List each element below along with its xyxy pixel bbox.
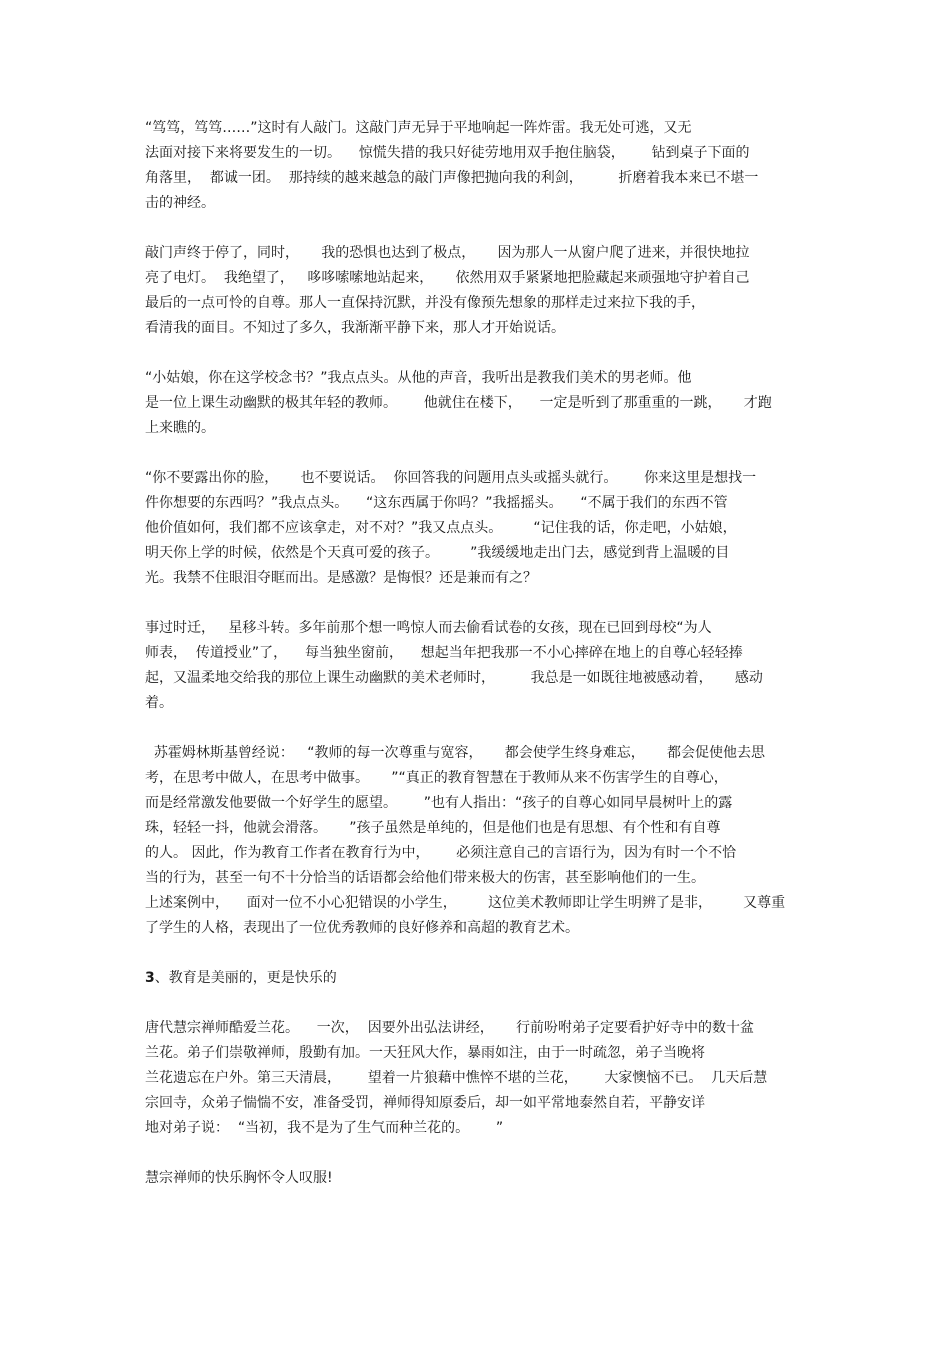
- text-line: 起，又温柔地交给我的那位上课生动幽默的美术老师时， 我总是一如既往地被感动着， 感动: [145, 670, 763, 686]
- text-line: 击的神经。: [145, 195, 215, 211]
- paragraph-years-later: [145, 616, 825, 716]
- text-line: 兰花遗忘在户外。第三天清晨， 望着一片狼藉中憔悴不堪的兰花， 大家懊恼不已。 几天后慧: [145, 1070, 768, 1086]
- text-line: 兰花。弟子们崇敬禅师，殷勤有加。一天狂风大作，暴雨如注，由于一时疏忽，弟子当晚将: [145, 1045, 705, 1061]
- paragraph-teacher: [145, 366, 825, 441]
- paragraph-light-on: [145, 241, 825, 341]
- text-line: 上来瞧的。: [145, 420, 215, 436]
- paragraph-sukhomlinsky: [145, 741, 825, 941]
- text-line: 角落里， 都诚一团。 那持续的越来越急的敲门声像把抛向我的利剑， 折磨着我本来已不堪一: [145, 170, 759, 186]
- text-line: “小姑娘，你在这学校念书？”我点点头。从他的声音，我听出是教我们美术的男老师。他: [145, 370, 692, 386]
- text-line: “你不要露出你的脸， 也不要说话。 你回答我的问题用点头或摇头就行。 你来这里是想找一: [145, 470, 757, 486]
- text-line: 事过时迁， 星移斗转。多年前那个想一鸣惊人而去偷看试卷的女孩，现在已回到母校“为人: [145, 620, 712, 636]
- text-line: 亮了电灯。 我绝望了， 哆哆嗦嗦地站起来， 依然用双手紧紧地把脸藏起来顽强地守护着自己: [145, 270, 750, 286]
- text-line: 而是经常激发他要做一个好学生的愿望。 ”也有人指出：“孩子的自尊心如同早晨树叶上的露: [145, 795, 733, 811]
- text-line: 师表， 传道授业”了， 每当独坐窗前， 想起当年把我那一不小心摔碎在地上的自尊心轻轻捧: [145, 645, 743, 661]
- text-line: 唐代慧宗禅师酷爱兰花。 一次， 因要外出弘法讲经， 行前吩咐弟子定要看护好寺中的数十盆: [145, 1020, 754, 1036]
- text-line: 苏霍姆林斯基曾经说： “教师的每一次尊重与宽容， 都会使学生终身难忘， 都会促使他去思: [145, 745, 766, 761]
- text-line: 着。: [145, 695, 173, 711]
- section-heading: [145, 966, 825, 991]
- heading-line: [145, 966, 825, 991]
- text-line: “笃笃，笃笃……”这时有人敲门。这敲门声无异于平地响起一阵炸雷。我无处可逃，又无: [145, 120, 692, 136]
- text-line: 地对弟子说： “当初，我不是为了生气而种兰花的。 ”: [145, 1120, 504, 1136]
- text-line: 明天你上学的时候，依然是个天真可爱的孩子。 ”我缓缓地走出门去，感觉到背上温暖的目: [145, 545, 730, 561]
- text-line: 当的行为，甚至一句不十分恰当的话语都会给他们带来极大的伤害，甚至影响他们的一生。: [145, 870, 705, 886]
- paragraph-dialogue: [145, 466, 825, 591]
- text-line: 他价值如何，我们都不应该拿走，对不对？”我又点点头。 “记住我的话，你走吧，小姑娘，: [145, 520, 737, 536]
- paragraph-knocking: [145, 116, 825, 216]
- text-line: 光。我禁不住眼泪夺眶而出。是感激？是悔恨？还是兼而有之？: [145, 570, 537, 586]
- text-line: 的人。 因此，作为教育工作者在教育行为中， 必须注意自己的言语行为，因为有时一个不恰: [145, 845, 737, 861]
- text-line: 珠，轻轻一抖，他就会滑落。 ”孩子虽然是单纯的，但是他们也是有思想、有个性和有自尊: [145, 820, 721, 836]
- text-line: 最后的一点可怜的自尊。那人一直保持沉默，并没有像预先想象的那样走过来拉下我的手，: [145, 295, 705, 311]
- paragraph-orchid: [145, 1016, 825, 1141]
- text-line: 宗回寺，众弟子惴惴不安，准备受罚，禅师得知原委后，却一如平常地泰然自若，平静安详: [145, 1095, 705, 1111]
- text-line: 法面对接下来将要发生的一切。 惊慌失措的我只好徒劳地用双手抱住脑袋， 钻到桌子下面的: [145, 145, 750, 161]
- heading-text: 、教育是美丽的，更是快乐的: [154, 970, 337, 986]
- text-line: 考，在思考中做人，在思考中做事。 ”“真正的教育智慧在于教师从来不伤害学生的自尊心，: [145, 770, 728, 786]
- text-line: 是一位上课生动幽默的极其年轻的教师。 他就住在楼下， 一定是听到了那重重的一跳， 才跑: [145, 395, 772, 411]
- text-line: 件你想要的东西吗？”我点点头。 “这东西属于你吗？”我摇摇头。 “不属于我们的东西不管: [145, 495, 728, 511]
- text-line: 了学生的人格，表现出了一位优秀教师的良好修养和高超的教育艺术。: [145, 920, 579, 936]
- text-line: 慧宗禅师的快乐胸怀令人叹服!: [145, 1170, 333, 1186]
- text-line: 看清我的面目。不知过了多久，我渐渐平静下来，那人才开始说话。: [145, 320, 565, 336]
- text-line: 上述案例中， 面对一位不小心犯错误的小学生， 这位美术教师即让学生明辨了是非， 又尊重: [145, 895, 786, 911]
- heading-number: 3: [145, 970, 155, 986]
- paragraph-conclusion: [145, 1166, 825, 1191]
- text-line: 敲门声终于停了，同时， 我的恐惧也达到了极点， 因为那人一从窗户爬了进来，并很快地拉: [145, 245, 750, 261]
